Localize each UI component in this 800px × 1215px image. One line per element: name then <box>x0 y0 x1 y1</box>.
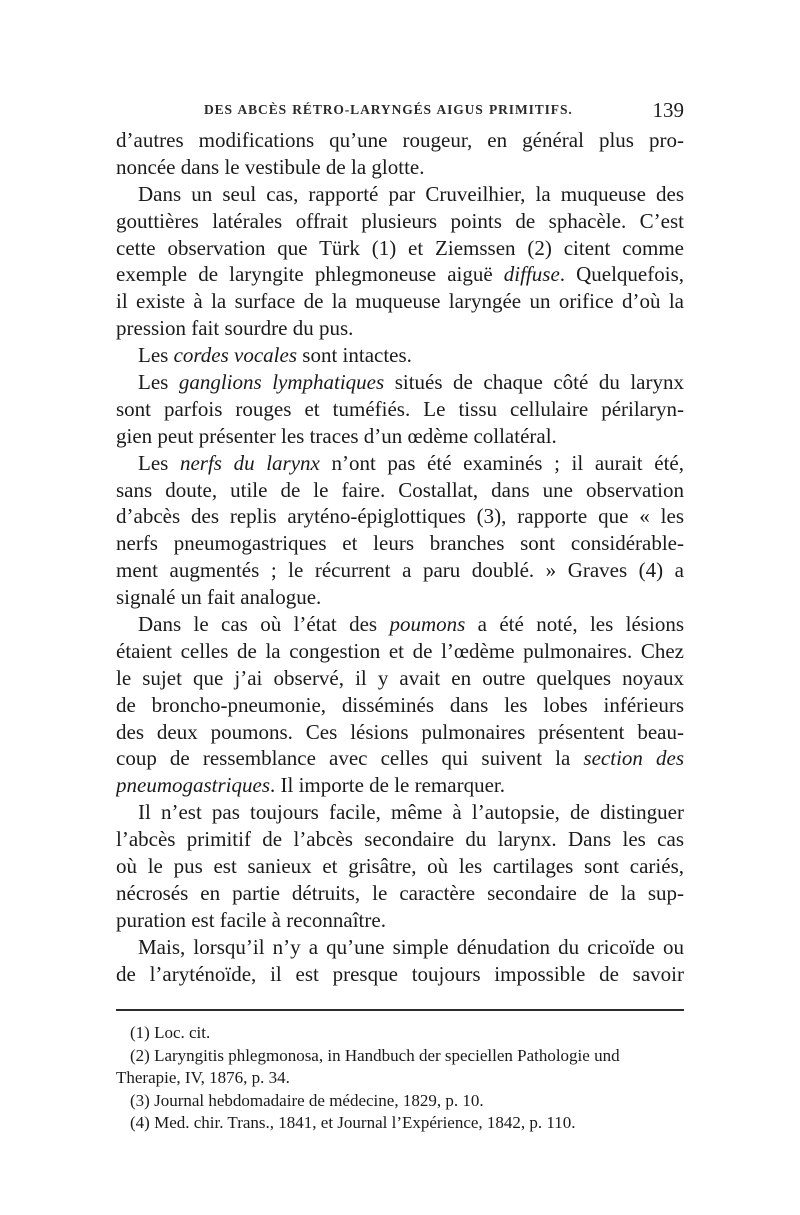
text-run: il existe à la surface de la muqueuse laryngée un orifice d’où la <box>116 289 684 314</box>
text-run: ment augmentés ; le récurrent a paru doublé. » Graves (4) a <box>116 558 684 583</box>
footnote-line: (4) Med. chir. Trans., 1841, et Journal l’Expérience, 1842, p. 110. <box>130 1113 576 1133</box>
footnote-rule <box>116 1009 684 1011</box>
italic-term: poumons <box>389 612 466 637</box>
text-line <box>116 880 684 907</box>
text-line <box>116 638 684 665</box>
text-run: gien peut présenter les traces d’un œdème collatéral. <box>116 423 557 448</box>
text-line <box>116 342 684 369</box>
text-run: a été noté, les lésions <box>465 612 684 637</box>
running-head <box>116 98 684 124</box>
footnote-line: (2) Laryngitis phlegmonosa, in Handbuch der speciellen Pathologie und <box>130 1045 620 1065</box>
text-run: d’autres modifications qu’une rougeur, en général plus pro- <box>116 128 684 152</box>
text-run: l’abcès primitif de l’abcès secondaire du larynx. Dans les cas <box>116 827 684 852</box>
text-line <box>116 745 684 772</box>
text-run: Dans un seul cas, rapporté par Cruveilhier, la muqueuse des <box>138 181 684 206</box>
text-run: nécrosés en partie détruits, le caractère secondaire de la sup- <box>116 880 684 905</box>
text-run: des deux poumons. Ces lésions pulmonaires présentent beau- <box>116 719 684 744</box>
footnote-line: (1) Loc. cit. <box>130 1023 211 1042</box>
text-run: Dans le cas où l’état des <box>138 612 390 637</box>
text-run: puration est facile à reconnaître. <box>116 907 386 932</box>
text-run: d’abcès des replis aryténo-épiglottiques (3), rapporte que « les <box>116 504 684 529</box>
text-line <box>116 961 684 988</box>
running-title: DES ABCÈS RÉTRO-LARYNGÉS AIGUS PRIMITIFS. <box>204 102 573 117</box>
text-run: Les <box>138 370 179 395</box>
text-line <box>116 530 684 557</box>
text-run: sans doute, utile de le faire. Costallat, dans une observation <box>116 477 684 502</box>
text-run: noncée dans le vestibule de la glotte. <box>116 154 425 179</box>
text-run: étaient celles de la congestion et de l’œdème pulmonaires. Chez <box>116 638 684 663</box>
text-run: coup de ressemblance avec celles qui suivent la <box>116 746 584 771</box>
body-text <box>116 127 684 988</box>
text-line <box>116 692 684 719</box>
italic-term: diffuse <box>503 262 560 287</box>
italic-term: pneumogastriques <box>116 773 270 798</box>
text-line <box>116 719 684 746</box>
text-run: situés de chaque côté du larynx <box>384 370 684 395</box>
text-line <box>116 208 684 235</box>
text-run: où le pus est sanieux et grisâtre, où les cartilages sont cariés, <box>116 854 684 879</box>
text-run: de broncho-pneumonie, disséminés dans les lobes inférieurs <box>116 692 684 717</box>
text-run: Les <box>138 450 180 475</box>
footnote-line: (3) Journal hebdomadaire de médecine, 1829, p. 10. <box>130 1090 484 1110</box>
text-run: signalé un fait analogue. <box>116 585 322 610</box>
text-line <box>116 315 684 342</box>
text-run: sont parfois rouges et tuméfiés. Le tissu cellulaire périlaryn- <box>116 396 684 421</box>
text-line <box>116 127 684 154</box>
text-line <box>116 261 684 288</box>
text-run: . Il importe de le remarquer. <box>270 773 505 798</box>
text-run: sont intactes. <box>297 343 412 368</box>
text-run: . Quelquefois, <box>559 262 684 287</box>
text-line <box>116 423 684 450</box>
text-run: cette observation que Türk (1) et Ziemssen (2) citent comme <box>116 235 684 260</box>
italic-term: section des <box>583 746 684 771</box>
text-run: exemple de laryngite phlegmoneuse aiguë <box>116 262 504 287</box>
text-run: Les <box>138 343 174 368</box>
text-run: de l’aryténoïde, il est presque toujours impossible de savoir <box>116 961 684 986</box>
text-run: Il n’est pas toujours facile, même à l’autopsie, de distinguer <box>138 800 684 825</box>
text-line <box>116 288 684 315</box>
italic-term: nerfs du larynx <box>179 450 320 475</box>
text-line <box>116 853 684 880</box>
text-line <box>116 799 684 826</box>
text-line <box>116 772 684 799</box>
text-run: pression fait sourdre du pus. <box>116 316 354 341</box>
text-run: n’ont pas été examinés ; il aurait été, <box>319 450 684 475</box>
text-line <box>116 611 684 638</box>
text-run: gouttières latérales offrait plusieurs points de sphacèle. C’est <box>116 208 684 233</box>
text-run: nerfs pneumogastriques et leurs branches sont considérable- <box>116 531 684 556</box>
text-line <box>116 396 684 423</box>
text-run: Mais, lorsqu’il n’y a qu’une simple dénudation du cricoïde ou <box>138 934 684 959</box>
text-run: le sujet que j’ai observé, il y avait en outre quelques noyaux <box>116 665 684 690</box>
text-line <box>116 907 684 934</box>
text-line <box>116 477 684 504</box>
italic-term: ganglions lymphatiques <box>178 370 385 395</box>
text-line <box>116 557 684 584</box>
text-line <box>116 154 684 181</box>
italic-term: cordes vocales <box>173 343 298 368</box>
text-line <box>116 369 684 396</box>
text-line <box>116 181 684 208</box>
text-line <box>116 450 684 477</box>
text-line <box>116 665 684 692</box>
text-line <box>116 826 684 853</box>
page-number: 139 <box>652 98 684 122</box>
text-line <box>116 503 684 530</box>
text-line <box>116 584 684 611</box>
text-line <box>116 934 684 961</box>
text-line <box>116 235 684 262</box>
footnote-line: Therapie, IV, 1876, p. 34. <box>116 1068 290 1088</box>
footnotes <box>116 1022 684 1135</box>
